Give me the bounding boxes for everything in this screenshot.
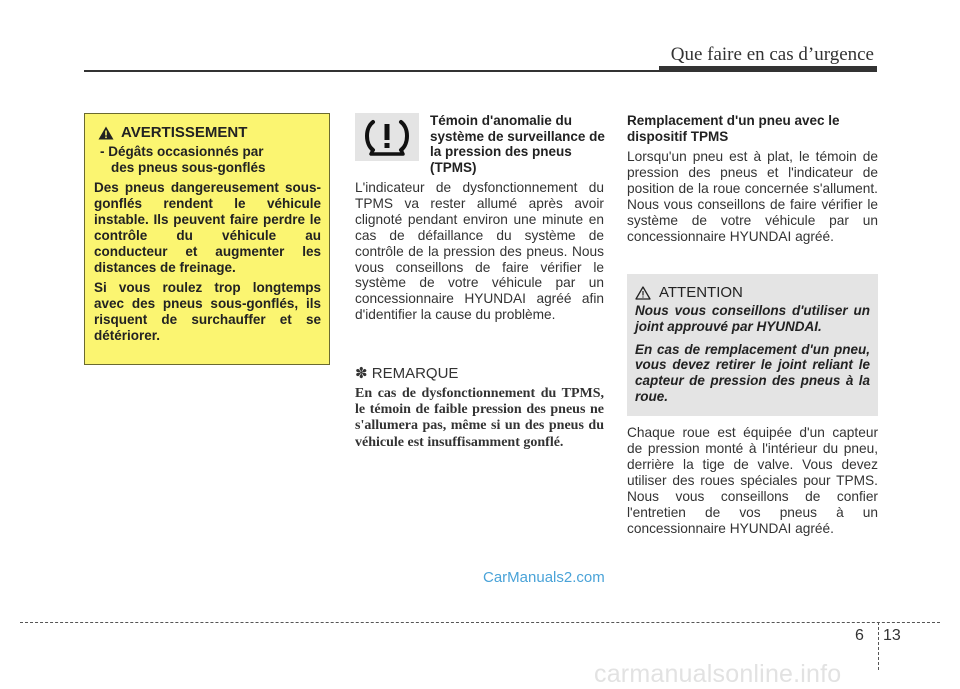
tpms-malfunction-title: Témoin d'anomalie du système de surveillance de la pression des pneus (TPMS) bbox=[430, 113, 605, 175]
page-number: 13 bbox=[883, 627, 901, 644]
attention-paragraph-1: Nous vous conseillons d'utiliser un joint approuvé par HYUNDAI. bbox=[635, 303, 870, 334]
watermark-carmanuals2: CarManuals2.com bbox=[483, 569, 605, 586]
tpms-warning-icon bbox=[355, 113, 419, 161]
attention-paragraph-2: En cas de remplacement d'un pneu, vous devez retirer le joint reliant le capteur de pression des pneus à la roue. bbox=[635, 341, 870, 404]
attention-triangle-icon bbox=[635, 286, 651, 300]
warning-subtitle-line2: des pneus sous-gonflés bbox=[111, 160, 266, 175]
tire-replacement-body: Lorsqu'un pneu est à plat, le témoin de pression des pneus et l'indicateur de position de la roue concernée s'allument. Nous vous conseillons de faire vérifier le système de votre véhicule par un concessionnaire HYUNDAI agréé. bbox=[627, 149, 878, 244]
tpms-tire-icon bbox=[361, 118, 413, 156]
warning-subtitle bbox=[100, 144, 321, 176]
attention-header bbox=[635, 284, 870, 301]
footer-page-divider bbox=[878, 622, 879, 670]
warning-box bbox=[84, 113, 330, 365]
warning-header bbox=[98, 124, 321, 141]
attention-title: ATTENTION bbox=[659, 284, 743, 301]
tire-replacement-title: Remplacement d'un pneu avec le dispositif TPMS bbox=[627, 113, 840, 144]
sensor-info-body: Chaque roue est équipée d'un capteur de pression monté à l'intérieur du pneu, derrière la tige de valve. Vous devez utiliser des roues spéciales pour TPMS. Nous vous conseillons de confier l'entretien de vos pneus à un concessionnaire HYUNDAI agréé. bbox=[627, 425, 878, 536]
warning-triangle-icon bbox=[98, 126, 114, 140]
remark-title: ✽ REMARQUE bbox=[355, 365, 459, 382]
tpms-malfunction-body: L'indicateur de dysfonctionnement du TPMS va rester allumé après avoir clignoté pendant environ une minute en cas de défaillance du système de contrôle de la pression des pneus. Nous vous conseillons de faire vérifier le système de votre véhicule par un concessionnaire HYUNDAI agréé afin d'identifier la cause du problème. bbox=[355, 180, 604, 323]
header-tab-bar bbox=[659, 66, 877, 72]
warning-paragraph-1: Des pneus dangereusement sous-gonflés rendent le véhicule instable. Ils peuvent faire perdre le contrôle du véhicule au conducteur et augmenter les distances de freinage. bbox=[94, 180, 321, 275]
warning-subtitle-line1: - Dégâts occasionnés par bbox=[100, 144, 264, 159]
page-header-title: Que faire en cas d’urgence bbox=[670, 44, 874, 65]
footer-rule bbox=[20, 622, 940, 623]
remark-body: En cas de dysfonctionnement du TPMS, le témoin de faible pression des pneus ne s'allumera pas, même si un des pneus du véhicule est insuffisamment gonflé. bbox=[355, 386, 604, 450]
attention-box bbox=[627, 274, 878, 416]
warning-title: AVERTISSEMENT bbox=[121, 124, 248, 141]
warning-paragraph-2: Si vous roulez trop longtemps avec des pneus sous-gonflés, ils risquent de surchauffer et se détériorer. bbox=[94, 280, 321, 343]
watermark-carmanualsonline: carmanualsonline.info bbox=[594, 660, 842, 688]
page-chapter-number: 6 bbox=[855, 627, 864, 644]
